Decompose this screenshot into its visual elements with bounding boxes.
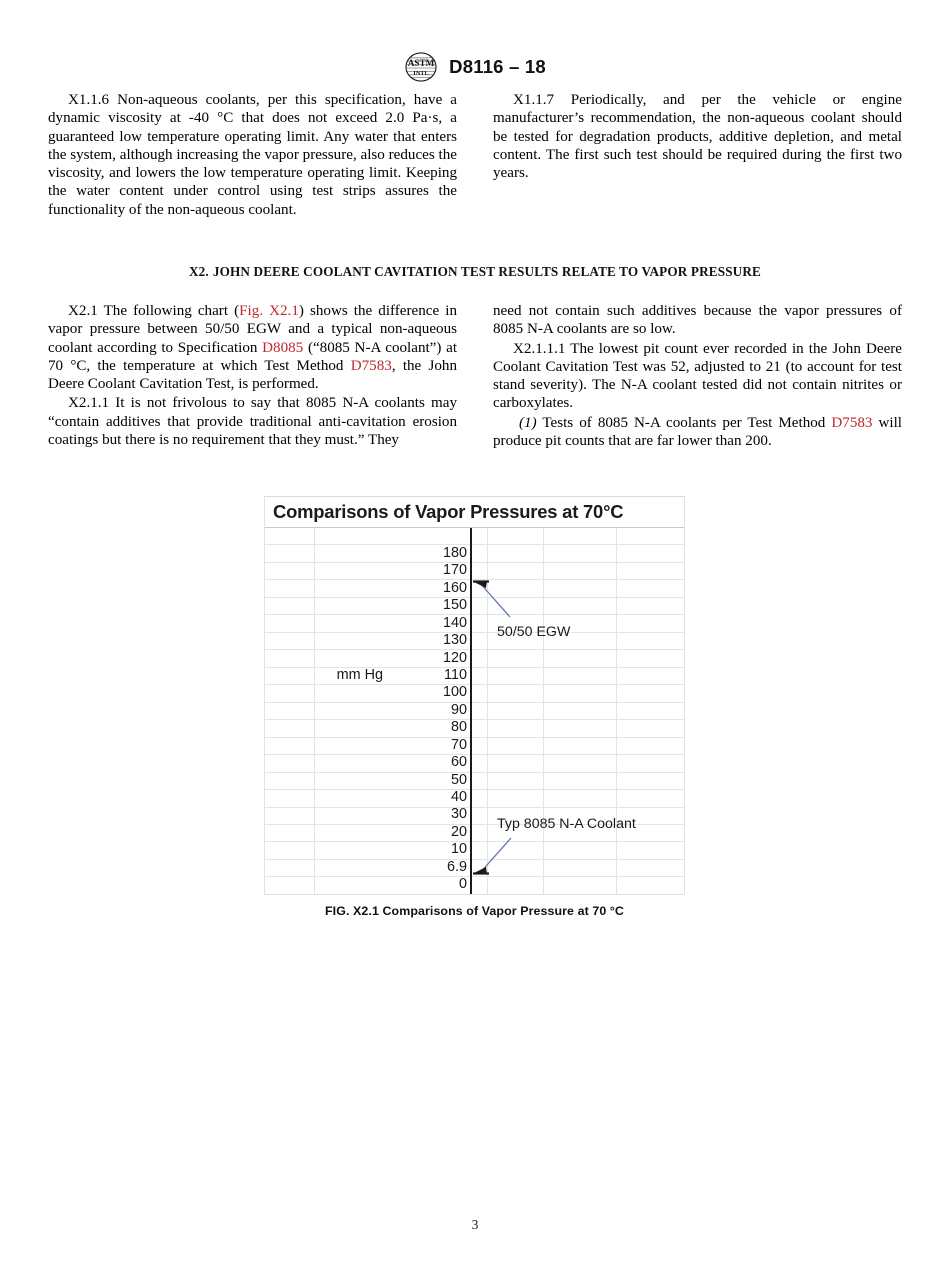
section-number: X2. (189, 264, 209, 279)
page-number: 3 (471, 1217, 479, 1232)
footnote-part1: Tests of 8085 N-A coolants per Test Method (536, 414, 832, 431)
chart-grid-row (265, 877, 684, 893)
chart-grid-row (265, 738, 684, 755)
x2-1-text-part1: X2.1 The following chart ( (68, 303, 240, 319)
chart-column-divider-2 (487, 528, 488, 894)
chart-tick-label: 110 (444, 666, 467, 683)
x2-1-text-part3: (“8085 N-A coolant”) at 70 °C, the temperature at which Test Method (48, 339, 458, 374)
chart-title-row (265, 497, 684, 528)
x2-1-text-part4: , the John Deere Coolant Cavitation Test, is performed. (48, 357, 457, 393)
chart-grid-row (265, 685, 684, 702)
chart-frame (264, 496, 685, 895)
section-title: JOHN DEERE COOLANT CAVITATION TEST RESULTS RELATE TO VAPOR PRESSURE (212, 264, 761, 279)
paragraph-x1-1-7: X1.1.7 Periodically, and per the vehicle or engine manufacturer’s recommendation, the non-aqueous coolant should be tested for degradation products, additive depletion, and metal content. The first such test should be required during the first two years. (493, 92, 902, 182)
right-column-bottom (493, 302, 902, 450)
standard-designation: D8116 – 18 (449, 56, 546, 77)
chart-grid-row (265, 650, 684, 667)
link-d7583-second[interactable]: D7583 (831, 414, 873, 431)
chart-grid-row (265, 790, 684, 807)
figure-x2-1 (264, 496, 685, 918)
paragraph-x2-1 (48, 302, 457, 393)
chart-grid-row (265, 773, 684, 790)
chart-grid-row (265, 598, 684, 615)
chart-unit-label: mm Hg (336, 666, 383, 683)
chart-tick-label: 60 (450, 754, 467, 771)
chart-grid-row (265, 842, 684, 859)
chart-grid-row (265, 633, 684, 650)
footnote-part2: will produce pit counts that are far lower than 200. (493, 414, 902, 450)
chart-value-axis (470, 528, 472, 894)
chart-grid-row (265, 528, 684, 545)
chart-title: Comparisons of Vapor Pressures at 70°C (273, 501, 624, 522)
chart-annotation-egw: 50/50 EGW (497, 624, 571, 640)
link-fig-x2-1[interactable]: Fig. X2.1 (239, 303, 299, 319)
chart-column-divider-3 (543, 528, 544, 894)
chart-column-divider-1 (314, 528, 315, 894)
link-d8085[interactable]: D8085 (262, 339, 304, 356)
chart-grid-row (265, 615, 684, 632)
x2-1-text-part2: ) shows the difference in vapor pressure between 50/50 EGW and a typical non-aqueous coolant according to Specification (48, 303, 457, 356)
chart-tick-label: 140 (442, 614, 467, 631)
chart-tick-label: 170 (442, 562, 467, 579)
chart-tick-label: 130 (442, 632, 467, 649)
chart-column-divider-4 (616, 528, 617, 894)
chart-gridlines (265, 528, 684, 894)
paragraph-x2-1-1-1: X2.1.1.1 The lowest pit count ever recorded in the John Deere Coolant Cavitation Test was 52, adjusted to 21 (to account for test stand severity). The N-A coolant tested did not contain nitrites or carboxylates. (493, 340, 902, 412)
body-columns-top (48, 91, 902, 219)
chart-tick-label: 120 (442, 649, 467, 666)
chart-tick-label: 10 (450, 841, 467, 858)
chart-tick-label: 150 (442, 597, 467, 614)
chart-tick-label: 90 (450, 701, 467, 718)
chart-grid-row (265, 563, 684, 580)
svg-text:INTL: INTL (413, 70, 429, 78)
svg-text:ASTM: ASTM (407, 58, 435, 69)
chart-tick-label: 160 (442, 579, 467, 596)
chart-tick-label: 100 (442, 684, 467, 701)
left-column-top (48, 91, 457, 219)
chart-annotation-na-coolant: Typ 8085 N-A Coolant (497, 816, 636, 832)
chart-grid-row (265, 860, 684, 877)
section-heading-x2 (48, 264, 902, 280)
chart-tick-label: 70 (450, 736, 467, 753)
chart-grid-row (265, 703, 684, 720)
body-columns-bottom (48, 302, 902, 450)
page-header (0, 46, 950, 88)
astm-logo-icon (404, 52, 438, 82)
chart-grid-row (265, 720, 684, 737)
right-column-top (493, 91, 902, 219)
paragraph-x2-1-1: X2.1.1 It is not frivolous to say that 8085 N-A coolants may “contain additives that provide traditional anti-cavitation erosion coatings but there is no requirement that they must.” They (48, 395, 457, 449)
chart-tick-label: 80 (450, 719, 467, 736)
chart-tick-label: 50 (450, 771, 467, 788)
chart-tick-label: 40 (450, 788, 467, 805)
link-d7583-first[interactable]: D7583 (350, 357, 392, 374)
paragraph-x1-1-6: X1.1.6 Non-aqueous coolants, per this specification, have a dynamic viscosity at -40 °C that does not exceed 2.0 Pa·s, a guaranteed low temperature operating limit. Any water that enters the system, although increasing the vapor pressure, also reduces the viscosity, and lowers the low temperature operating limit. Keeping the water content under control using test strips assures the functionality of the non-aqueous coolant. (48, 92, 457, 218)
paragraph-x2-1-1-continued: need not contain such additives because the vapor pressures of 8085 N-A coolants are so low. (493, 303, 902, 338)
chart-tick-label: 30 (450, 806, 467, 823)
chart-grid-row (265, 755, 684, 772)
chart-tick-label: 6.9 (446, 858, 467, 875)
footnote-marker: (1) (519, 414, 537, 431)
chart-tick-label: 20 (450, 823, 467, 840)
chart-grid-row (265, 580, 684, 597)
chart-tick-label: 180 (442, 544, 467, 561)
left-column-bottom (48, 302, 457, 450)
chart-grid-body (265, 528, 684, 894)
figure-caption: FIG. X2.1 Comparisons of Vapor Pressure at 70 °C (325, 904, 624, 918)
chart-tick-label: 0 (458, 876, 467, 893)
footnote-1 (493, 414, 902, 451)
chart-grid-row (265, 545, 684, 562)
